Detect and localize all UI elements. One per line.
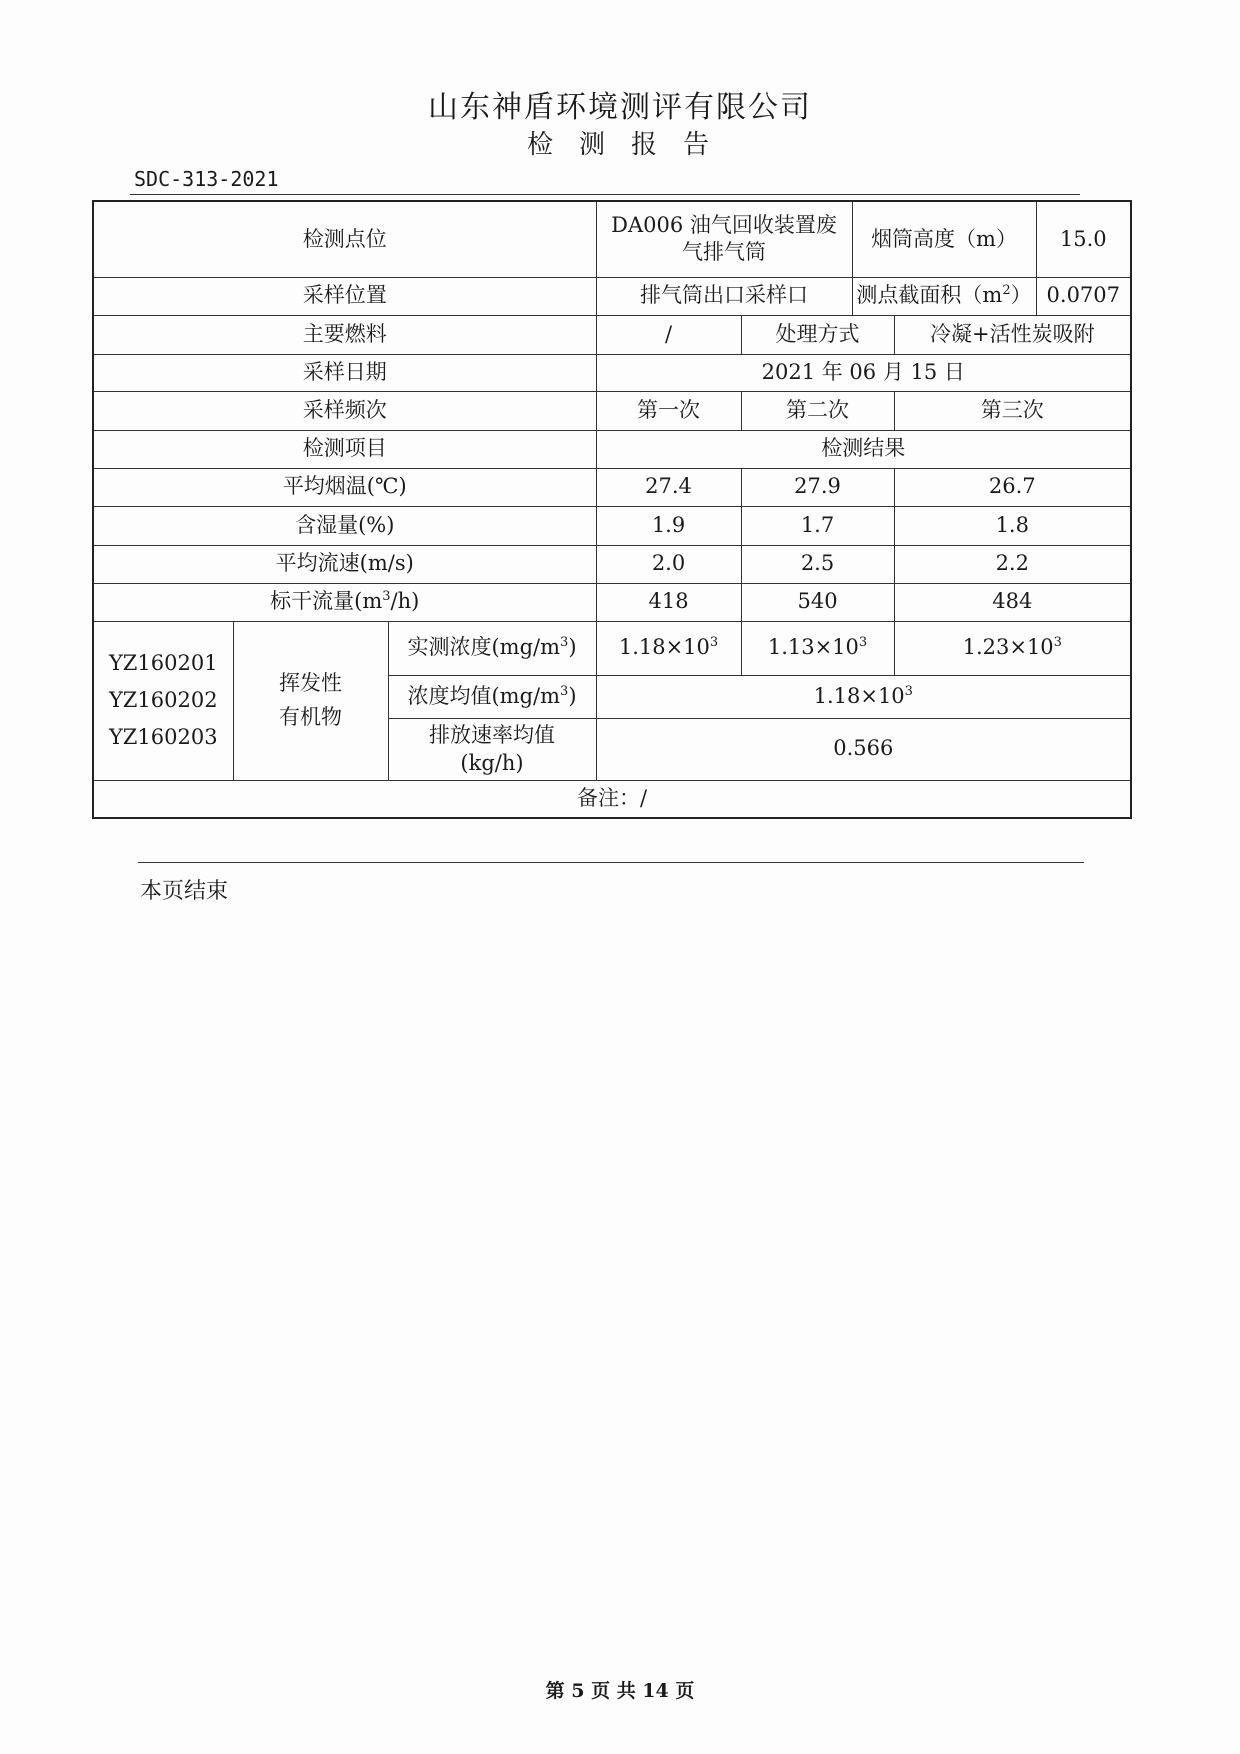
row-value: 27.9 xyxy=(741,468,894,506)
table-row xyxy=(93,583,1131,621)
voc-concentration-label xyxy=(388,621,596,675)
row-value: 26.7 xyxy=(894,468,1131,506)
value-exponent: 3 xyxy=(709,635,719,651)
voc-concentration-1 xyxy=(596,621,741,675)
section-area-label xyxy=(852,277,1036,315)
value-exponent: 3 xyxy=(904,683,913,699)
result-label: 检测结果 xyxy=(596,430,1131,468)
voc-average-label-text: 浓度均值(mg/m xyxy=(407,683,561,708)
voc-average-label xyxy=(388,675,596,718)
document-code: SDC-313-2021 xyxy=(134,167,279,191)
voc-code: YZ160203 xyxy=(108,724,218,749)
section-area-label-end: ） xyxy=(1010,283,1032,308)
section-area-label-sup: 2 xyxy=(1002,283,1011,299)
row-frequency xyxy=(93,391,1131,430)
table-row xyxy=(93,468,1131,506)
row-label: 平均烟温(℃) xyxy=(93,468,596,506)
report-table-wrapper xyxy=(92,200,1132,819)
section-area-value: 0.0707 xyxy=(1036,277,1131,315)
voc-code: YZ160202 xyxy=(108,688,218,713)
voc-name xyxy=(233,621,388,780)
voc-codes xyxy=(93,621,233,780)
treatment-label: 处理方式 xyxy=(741,315,894,354)
frequency-1: 第一次 xyxy=(596,391,741,430)
voc-average-label-end: ) xyxy=(568,683,577,708)
section-area-label-text: 测点截面积（m xyxy=(856,283,1003,308)
value-base: 1.18×10 xyxy=(618,635,710,660)
voc-concentration-label-end: ) xyxy=(568,635,577,660)
voc-concentration-3 xyxy=(894,621,1131,675)
row-label-end: /h) xyxy=(390,589,420,614)
row-label: 平均流速(m/s) xyxy=(93,545,596,583)
row-value: 2.0 xyxy=(596,545,741,583)
voc-rate-value: 0.566 xyxy=(596,718,1131,780)
value-exponent: 3 xyxy=(858,635,868,651)
row-date xyxy=(93,354,1131,391)
row-value: 418 xyxy=(596,583,741,621)
row-value: 1.7 xyxy=(741,506,894,545)
row-value: 27.4 xyxy=(596,468,741,506)
row-sampling-position xyxy=(93,277,1131,315)
row-value: 1.8 xyxy=(894,506,1131,545)
stack-height-label: 烟筒高度（m） xyxy=(852,201,1036,277)
point-label: 检测点位 xyxy=(93,201,596,277)
voc-code: YZ160201 xyxy=(108,651,218,676)
row-value: 484 xyxy=(894,583,1131,621)
end-rule xyxy=(138,862,1084,863)
row-label-text: 标干流量(m xyxy=(270,589,383,614)
voc-average-value xyxy=(596,675,1131,718)
voc-average-label-sup: 3 xyxy=(560,683,569,699)
value-base: 1.18×10 xyxy=(813,683,905,708)
sampling-position-value: 排气筒出口采样口 xyxy=(596,277,852,315)
remark: 备注：/ xyxy=(93,780,1131,818)
date-value: 2021 年 06 月 15 日 xyxy=(596,354,1131,391)
row-items-header xyxy=(93,430,1131,468)
stack-height-value: 15.0 xyxy=(1036,201,1131,277)
value-base: 1.23×10 xyxy=(962,635,1054,660)
row-point xyxy=(93,201,1131,277)
voc-rate-label-line1: 排放速率均值 xyxy=(429,722,555,747)
item-label: 检测项目 xyxy=(93,430,596,468)
table-row xyxy=(93,545,1131,583)
voc-concentration-label-sup: 3 xyxy=(560,635,569,651)
fuel-label: 主要燃料 xyxy=(93,315,596,354)
page-end-text: 本页结束 xyxy=(140,879,229,904)
row-label: 含湿量(%) xyxy=(93,506,596,545)
value-base: 1.13×10 xyxy=(767,635,859,660)
row-label-sup: 3 xyxy=(382,589,391,605)
voc-concentration-2 xyxy=(741,621,894,675)
row-label xyxy=(93,583,596,621)
table-row xyxy=(93,506,1131,545)
row-value: 2.2 xyxy=(894,545,1131,583)
report-table xyxy=(92,200,1132,819)
voc-rate-label xyxy=(388,718,596,780)
frequency-3: 第三次 xyxy=(894,391,1131,430)
voc-rate-label-line2: (kg/h) xyxy=(460,751,524,775)
frequency-label: 采样频次 xyxy=(93,391,596,430)
voc-name-line1: 挥发性 xyxy=(279,670,342,695)
voc-name-line2: 有机物 xyxy=(279,704,342,729)
treatment-value: 冷凝+活性炭吸附 xyxy=(894,315,1131,354)
date-label: 采样日期 xyxy=(93,354,596,391)
value-exponent: 3 xyxy=(1053,635,1062,651)
row-voc-concentration xyxy=(93,621,1131,675)
row-value: 540 xyxy=(741,583,894,621)
row-fuel xyxy=(93,315,1131,354)
row-remark xyxy=(93,780,1131,818)
frequency-2: 第二次 xyxy=(741,391,894,430)
row-value: 1.9 xyxy=(596,506,741,545)
fuel-value: / xyxy=(596,315,741,354)
header-rule xyxy=(130,194,1080,195)
sampling-position-label: 采样位置 xyxy=(93,277,596,315)
report-title: 检测报告 xyxy=(526,130,735,160)
company-name: 山东神盾环境测评有限公司 xyxy=(428,90,812,125)
voc-concentration-label-text: 实测浓度(mg/m xyxy=(407,635,561,660)
point-value: DA006 油气回收装置废气排气筒 xyxy=(596,201,852,277)
page-number: 第 5 页 共 14 页 xyxy=(545,1680,695,1702)
row-value: 2.5 xyxy=(741,545,894,583)
